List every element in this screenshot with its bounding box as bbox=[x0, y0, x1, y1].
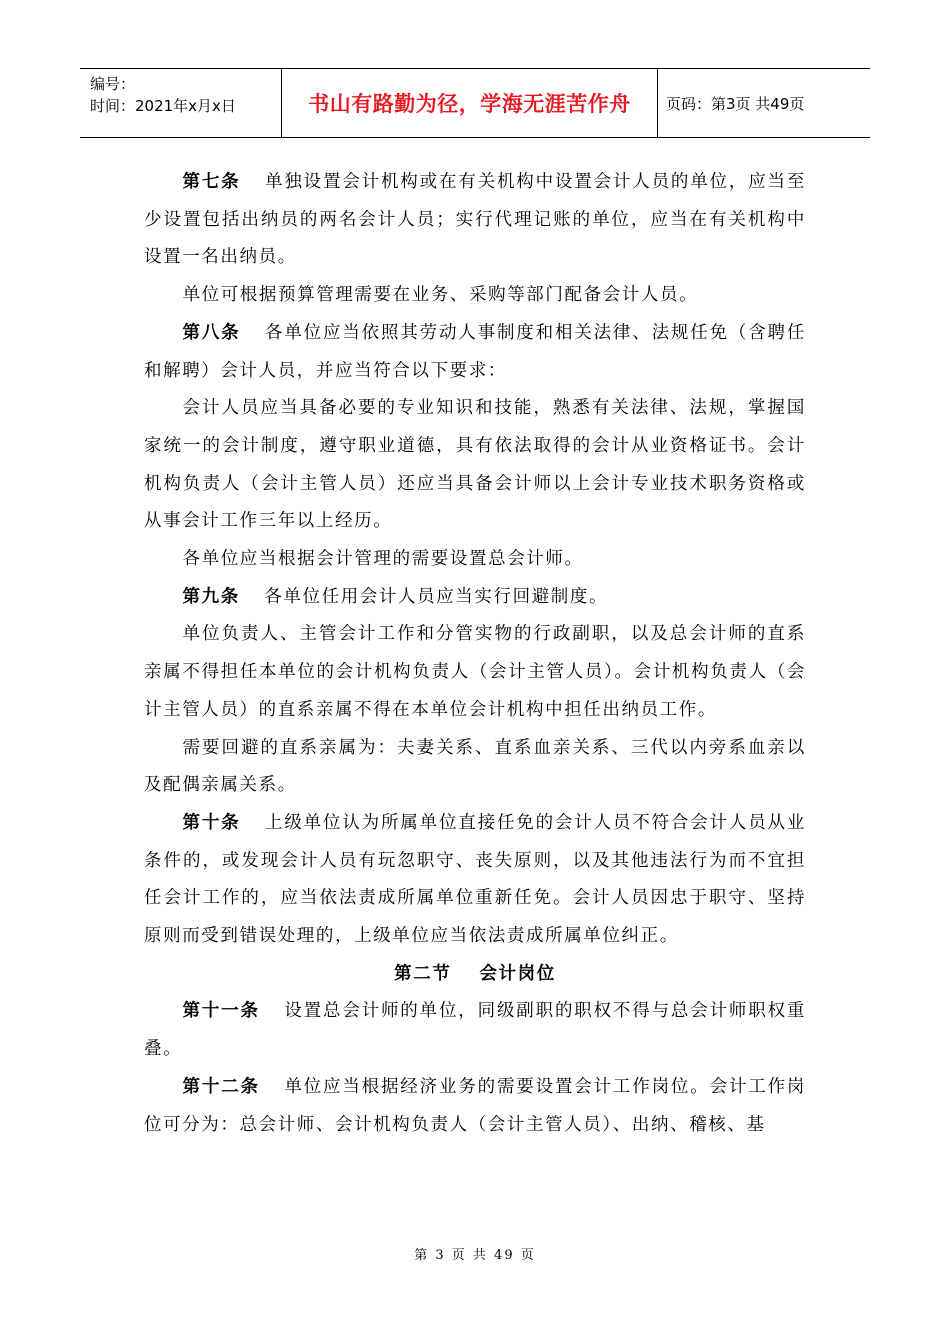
time-label: 时间：2021年x月x日 bbox=[90, 97, 236, 115]
paragraph bbox=[144, 1069, 806, 1144]
paragraph-text: 单位负责人、主管会计工作和分管实物的行政副职，以及总会计师的直系亲属不得担任本单位的会计机构负责人（会计主管人员）。会计机构负责人（会计主管人员）的直系亲属不得在本单位会计机构中担任出纳员工作。 bbox=[144, 624, 806, 720]
paragraph-text: 上级单位认为所属单位直接任免的会计人员不符合会计人员从业条件的，或发现会计人员有玩忽职守、丧失原则，以及其他违法行为而不宜担任会计工作的，应当依法责成所属单位重新任免。会计人员因忠于职守、坚持原则而受到错误处理的，上级单位应当依法责成所属单位纠正。 bbox=[144, 812, 806, 947]
paragraph-text: 各单位应当根据会计管理的需要设置总会计师。 bbox=[182, 549, 584, 570]
paragraph bbox=[144, 277, 806, 315]
footer-page-number: 第 3 页 共 49 页 bbox=[414, 1248, 536, 1263]
article-number: 第八条 bbox=[182, 322, 241, 343]
article-number: 第九条 bbox=[182, 586, 240, 607]
header-page-cell bbox=[658, 69, 870, 137]
paragraph bbox=[144, 164, 806, 277]
section-title: 会计岗位 bbox=[479, 963, 556, 984]
paragraph-text: 各单位应当依照其劳动人事制度和相关法律、法规任免（含聘任和解聘）会计人员，并应当符合以下要求： bbox=[144, 322, 806, 381]
motto: 书山有路勤为径，学海无涯苦作舟 bbox=[308, 92, 631, 116]
article-number: 第十一条 bbox=[182, 1001, 260, 1022]
header-motto-cell bbox=[282, 69, 658, 137]
paragraph bbox=[144, 805, 806, 956]
header-meta-cell bbox=[80, 69, 282, 137]
paragraph bbox=[144, 390, 806, 541]
page-info: 页码：第3页 共49页 bbox=[666, 94, 805, 113]
paragraph-text: 单位应当根据经济业务的需要设置会计工作岗位。会计工作岗位可分为：总会计师、会计机构负责人（会计主管人员）、出纳、稽核、基 bbox=[144, 1076, 806, 1135]
page-footer bbox=[0, 1244, 950, 1263]
paragraph bbox=[144, 993, 806, 1068]
paragraph bbox=[144, 616, 806, 729]
paragraph-text: 需要回避的直系亲属为：夫妻关系、直系血亲关系、三代以内旁系血亲以及配偶亲属关系。 bbox=[144, 737, 806, 796]
section-number: 第二节 bbox=[394, 963, 452, 984]
number-label: 编号： bbox=[90, 75, 136, 93]
paragraph bbox=[144, 579, 806, 617]
document-body bbox=[144, 164, 806, 1144]
paragraph bbox=[144, 541, 806, 579]
article-number: 第七条 bbox=[182, 172, 241, 192]
article-number: 第十条 bbox=[182, 812, 241, 833]
paragraph-text: 会计人员应当具备必要的专业知识和技能，熟悉有关法律、法规，掌握国家统一的会计制度，遵守职业道德，具有依法取得的会计从业资格证书。会计机构负责人（会计主管人员）还应当具备会计师以上会计专业技术职务资格或从事会计工作三年以上经历。 bbox=[144, 398, 806, 532]
paragraph-text: 各单位任用会计人员应当实行回避制度。 bbox=[264, 586, 609, 607]
section-heading bbox=[144, 956, 806, 994]
paragraph-text: 设置总会计师的单位，同级副职的职权不得与总会计师职权重叠。 bbox=[144, 1001, 806, 1060]
paragraph-text: 单位可根据预算管理需要在业务、采购等部门配备会计人员。 bbox=[182, 285, 699, 306]
paragraph bbox=[144, 315, 806, 390]
paragraph-text: 单独设置会计机构或在有关机构中设置会计人员的单位，应当至少设置包括出纳员的两名会计人员；实行代理记账的单位，应当在有关机构中设置一名出纳员。 bbox=[144, 172, 806, 268]
article-number: 第十二条 bbox=[182, 1076, 260, 1097]
paragraph bbox=[144, 730, 806, 805]
document-header bbox=[80, 68, 870, 138]
